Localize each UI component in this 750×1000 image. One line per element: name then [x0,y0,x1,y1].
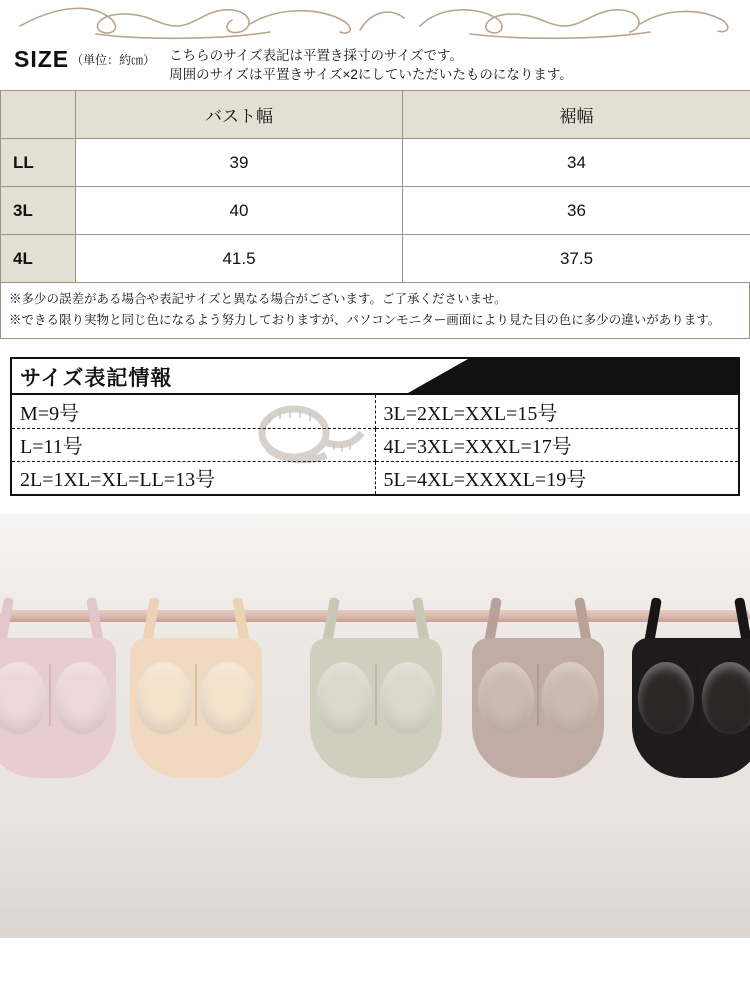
bra-cup-left [136,662,192,734]
bra-body [130,638,262,778]
size-notation-header [12,359,738,393]
cell-ll-hem: 34 [403,139,750,187]
bra-cup-right [380,662,436,734]
size-notation-section [10,357,740,496]
table-header-row [1,91,750,139]
disclaimer-note-2: ※できる限り実物と同じ色になるよう努力しておりますが、パソコンモニター画面により見た目の色に多少の違いがあります。 [9,313,721,327]
cell-ll-bust: 39 [76,139,403,187]
cell-3l-bust: 40 [76,187,403,235]
size-notation-left-1: M=9号 [12,395,375,428]
disclaimer-notes [0,283,750,339]
size-notation-title: サイズ表記情報 [20,367,173,390]
bra-cup-left [638,662,694,734]
bra-cup-right [542,662,598,734]
row-label-3l: 3L [1,187,76,235]
size-note-line-1: こちらのサイズ表記は平置き採寸のサイズです。 [169,48,463,63]
product-photo [0,514,750,938]
disclaimer-note-1: ※多少の誤差がある場合や表記サイズと異なる場合がございます。ご了承くださいませ。 [9,292,507,306]
bra-body [632,638,750,778]
cell-3l-hem: 36 [403,187,750,235]
column-header-size [1,91,76,139]
size-note-line-2: 周囲のサイズは平置きサイズ×2にしていただいたものになります。 [169,67,573,82]
row-label-ll: LL [1,139,76,187]
size-heading-block [14,44,155,76]
page-bottom-space [0,938,750,1000]
bra-cup-right [702,662,750,734]
bra-body [472,638,604,778]
size-notation-right-1: 3L=2XL=XXL=15号 [375,395,738,428]
column-header-bust: バスト幅 [76,91,403,139]
row-label-4l: 4L [1,235,76,283]
cell-4l-hem: 37.5 [403,235,750,283]
table-row [1,235,750,283]
measurement-table [0,90,750,283]
bra-cup-right [54,662,110,734]
size-notation-row [12,461,738,494]
table-row [1,187,750,235]
size-heading-row [0,42,750,90]
size-notation-table [12,395,738,494]
size-notation-right-2: 4L=3XL=XXXL=17号 [375,428,738,461]
bra-cup-left [316,662,372,734]
bra-body [310,638,442,778]
size-heading-word: SIZE [14,46,70,72]
bra-item-beige [130,598,262,778]
photo-wall [0,514,750,610]
size-notation-right-3: 5L=4XL=XXXXL=19号 [383,469,587,492]
size-notation-row [12,395,738,428]
ornament-divider [0,0,750,42]
bra-item-mocha [472,598,604,778]
header-wedge-shape [408,359,738,393]
size-notation-left-2: L=11号 [12,428,375,461]
bra-body [0,638,116,778]
size-heading-notes [169,44,573,84]
cell-4l-bust: 41.5 [76,235,403,283]
size-notation-left-3: 2L=1XL=XL=LL=13号 [12,461,375,494]
size-heading-unit: （単位：約㎝） [71,53,156,67]
bra-item-black [632,598,750,778]
bra-item-sage-gray [310,598,442,778]
bra-cup-right [200,662,256,734]
size-notation-row [12,428,738,461]
column-header-hem: 裾幅 [403,91,750,139]
bra-item-pink [0,598,116,778]
bra-cup-left [478,662,534,734]
photo-floor-shadow [0,818,750,938]
bra-cup-left [0,662,46,734]
size-notation-body [12,393,738,494]
table-row [1,139,750,187]
